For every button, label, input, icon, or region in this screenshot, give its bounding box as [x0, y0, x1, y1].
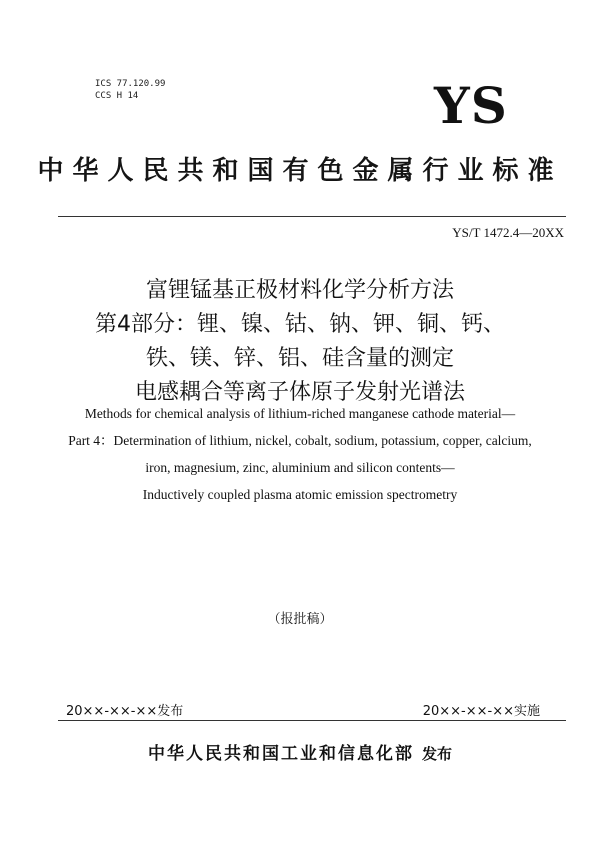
publish-date: 20××-××-××发布	[66, 704, 184, 719]
top-divider	[58, 216, 566, 217]
chinese-title-line: 第4部分：锂、镍、钴、钠、钾、铜、钙、	[95, 312, 505, 337]
ics-code: ICS 77.120.99	[95, 79, 166, 89]
bottom-divider	[58, 720, 566, 721]
chinese-title-line: 铁、镁、锌、铝、硅含量的测定	[145, 346, 454, 371]
standard-category-title: 中华人民共和国有色金属行业标准	[37, 156, 563, 186]
english-title	[0, 400, 600, 508]
english-title-line: iron, magnesium, zinc, aluminium and silicon contents—	[145, 460, 455, 475]
chinese-title-line: 电感耦合等离子体原子发射光谱法	[134, 380, 465, 405]
chinese-title	[0, 274, 600, 410]
issuer-line	[0, 739, 600, 764]
issuer-organization: 中华人民共和国工业和信息化部	[147, 744, 414, 764]
ccs-code: CCS H 14	[95, 91, 139, 101]
english-title-line: Inductively coupled plasma atomic emission spectrometry	[142, 487, 458, 502]
ys-logo: YS	[434, 76, 508, 135]
chinese-title-line: 富锂锰基正极材料化学分析方法	[145, 278, 454, 303]
draft-status-label: （报批稿）	[267, 612, 333, 627]
english-title-line: Part 4：Determination of lithium, nickel, cobalt, sodium, potassium, copper, calcium,	[68, 433, 532, 448]
standard-number: YS/T 1472.4—20XX	[452, 225, 564, 240]
implement-date: 20××-××-××实施	[422, 704, 540, 719]
classification-codes	[95, 78, 165, 102]
issuer-action: 发布	[421, 745, 452, 763]
english-title-line: Methods for chemical analysis of lithium-riched manganese cathode material—	[84, 406, 516, 421]
